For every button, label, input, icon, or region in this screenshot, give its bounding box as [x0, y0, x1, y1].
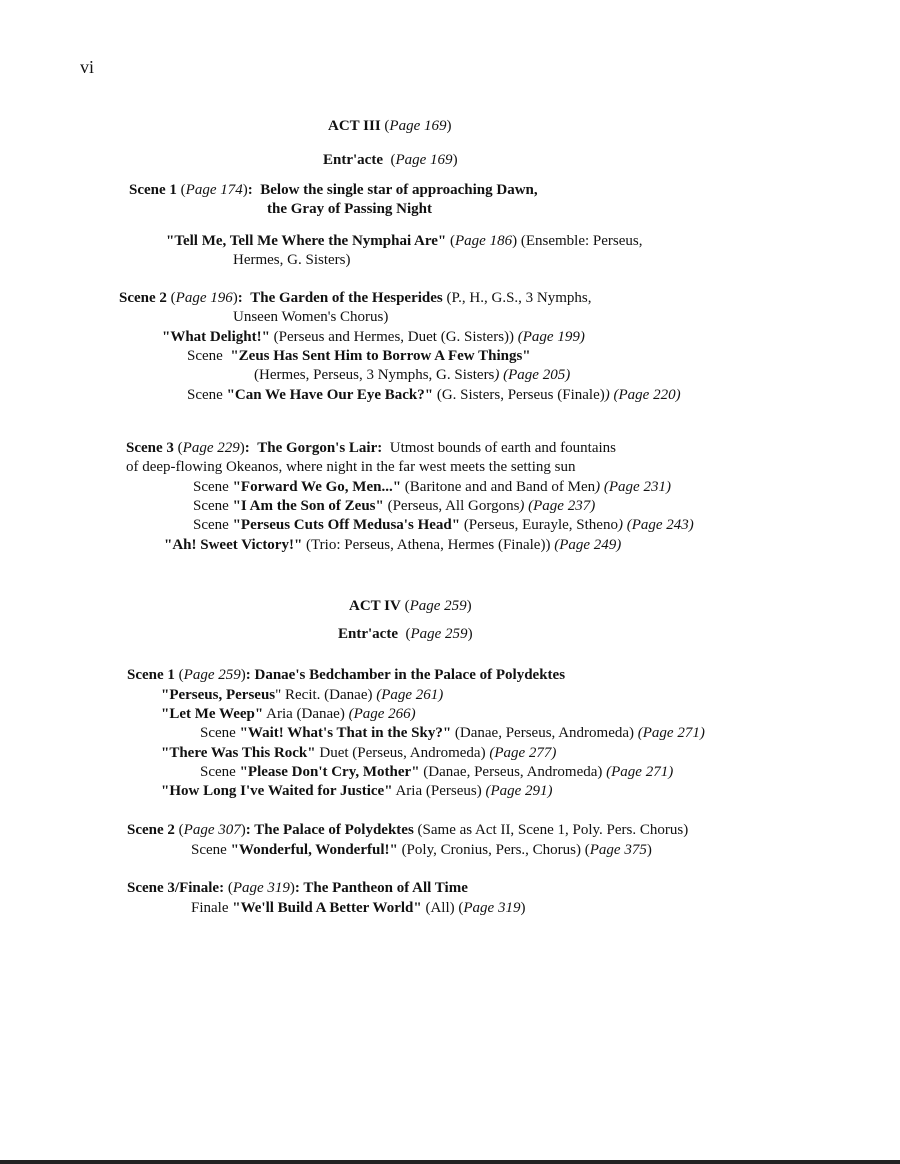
- scene-page-ref: Page 259: [183, 667, 241, 683]
- song-title: "Wonderful, Wonderful!": [230, 842, 398, 858]
- act3-scene1-song-cast-cont: Hermes, G. Sisters): [233, 252, 351, 268]
- act3-title: ACT III: [328, 118, 381, 134]
- act3-page-ref: Page 169: [389, 118, 447, 134]
- scene-label: Scene 3: [126, 440, 174, 456]
- scene-cast: (P., H., G.S., 3 Nymphs,: [446, 290, 592, 306]
- song-cast: (Poly, Cronius, Pers., Chorus): [401, 842, 582, 858]
- song-cast: (Perseus and Hermes, Duet (G. Sisters)): [273, 329, 515, 345]
- song-title: "Please Don't Cry, Mother": [239, 764, 420, 780]
- scene-page-ref: Page 319: [232, 880, 290, 896]
- song-cast: (Danae, Perseus, Andromeda): [423, 764, 603, 780]
- scene-title: The Gorgon's Lair:: [257, 440, 383, 456]
- song-title: "Wait! What's That in the Sky?": [239, 725, 452, 741]
- song-title: "Zeus Has Sent Him to Borrow A Few Things": [230, 348, 531, 364]
- act4-scene3-line1: Scene 3/Finale: (Page 319): The Pantheon of All Time: [127, 880, 468, 896]
- item-prefix: Finale: [191, 900, 229, 916]
- scene-page-ref: Page 307: [183, 822, 241, 838]
- act3-scene3-desc-cont: of deep-flowing Okeanos, where night in the far west meets the setting sun: [126, 459, 576, 475]
- song-cast: (G. Sisters, Perseus (Finale): [436, 387, 605, 403]
- song-cast: (Ensemble: Perseus,: [520, 233, 643, 249]
- song-page-ref: (Page 249): [554, 537, 622, 553]
- act4-entracte-page-ref: Page 259: [410, 626, 468, 642]
- song-page-ref: (Page 261): [376, 687, 444, 703]
- scene-label: Scene 2: [119, 290, 167, 306]
- act3-scene3-item-b: [193, 497, 595, 516]
- act4-entracte-title: Entr'acte: [338, 626, 398, 642]
- song-cast: (Perseus, All Gorgons: [387, 498, 520, 514]
- song-title: "How Long I've Waited for Justice": [161, 783, 393, 799]
- song-page-ref: (Page 199): [517, 329, 585, 345]
- song-title: "We'll Build A Better World": [232, 900, 422, 916]
- song-cast: Aria (Danae): [266, 706, 345, 722]
- song-cast: (All): [425, 900, 455, 916]
- scene-page-ref: Page 196: [175, 290, 233, 306]
- act4-scene1-item-b: [161, 705, 416, 724]
- item-prefix: Scene: [191, 842, 227, 858]
- act4-scene2-line1: Scene 2 (Page 307): The Palace of Polydektes (Same as Act II, Scene 1, Poly. Pers. Chorus): [127, 822, 689, 838]
- act3-entracte-page-ref: Page 169: [395, 152, 453, 168]
- act4-entracte: Entr'acte (Page 259): [338, 626, 473, 642]
- song-page-ref: ) (Page 237): [519, 498, 596, 514]
- act3-scene2-item-b-cont: [254, 366, 570, 385]
- act4-heading: ACT IV (Page 259): [349, 598, 472, 614]
- song-cast: (Danae, Perseus, Andromeda): [454, 725, 635, 741]
- act3-scene2-item-c: [187, 386, 681, 405]
- song-cast: (Baritone and and Band of Men: [404, 479, 596, 495]
- song-page-ref: Page 375: [589, 842, 647, 858]
- act3-scene3-item-d: [164, 536, 621, 555]
- scene-label: Scene 2: [127, 822, 175, 838]
- song-title: "Let Me Weep": [161, 706, 264, 722]
- song-page-ref: (Page 277): [489, 745, 557, 761]
- song-page-ref: Page 319: [463, 900, 521, 916]
- act3-scene2-item-b: [187, 347, 531, 366]
- page-number: vi: [80, 57, 95, 77]
- song-cast: (Perseus, Eurayle, Stheno: [463, 517, 618, 533]
- quote-close: ": [275, 687, 282, 703]
- song-page-ref: ) (Page 243): [617, 517, 694, 533]
- act4-scene1-item-e: [200, 763, 673, 782]
- scene-label: Scene 1: [127, 667, 175, 683]
- act4-scene3-item: Finale "We'll Build A Better World" (All) (Page 319): [191, 900, 526, 916]
- act3-scene2-cast-cont: Unseen Women's Chorus): [233, 309, 389, 325]
- scene-title: The Palace of Polydektes: [254, 822, 414, 838]
- item-prefix: Scene: [200, 725, 236, 741]
- act4-scene1-item-a: [161, 686, 443, 705]
- scene-page-ref: Page 229: [182, 440, 240, 456]
- song-cast: (Hermes, Perseus, 3 Nymphs, G. Sisters: [254, 367, 495, 383]
- item-prefix: Scene: [193, 479, 229, 495]
- song-cast: Duet (Perseus, Andromeda): [319, 745, 486, 761]
- song-cast: Aria (Perseus): [395, 783, 482, 799]
- act3-entracte: Entr'acte (Page 169): [323, 152, 458, 168]
- song-page-ref: (Page 291): [485, 783, 553, 799]
- song-page-ref: Page 186: [455, 233, 513, 249]
- item-prefix: Scene: [187, 387, 223, 403]
- scene-label: Scene 3/Finale:: [127, 880, 225, 896]
- item-prefix: Scene: [193, 498, 229, 514]
- song-title: "What Delight!": [162, 329, 270, 345]
- act4-page-ref: Page 259: [409, 598, 467, 614]
- song-title: "Forward We Go, Men...": [232, 479, 402, 495]
- act3-scene2-item-a: [162, 328, 585, 347]
- act4-scene1-item-d: [161, 744, 556, 763]
- act3-scene2-line1: Scene 2 (Page 196): The Garden of the Hesperides (P., H., G.S., 3 Nymphs,: [119, 290, 592, 306]
- song-cast: Recit. (Danae): [285, 687, 373, 703]
- act4-scene1-item-f: [161, 782, 553, 801]
- act3-scene3-item-a: [193, 478, 671, 497]
- page-bottom-border: [0, 1160, 900, 1164]
- song-page-ref: (Page 271): [606, 764, 674, 780]
- act3-heading: ACT III (Page 169): [328, 118, 452, 134]
- song-title: "Can We Have Our Eye Back?": [226, 387, 434, 403]
- act3-scene1-song: "Tell Me, Tell Me Where the Nymphai Are" (Page 186) (Ensemble: Perseus,: [166, 233, 643, 249]
- song-page-ref: ) (Page 231): [595, 479, 671, 495]
- act3-scene3-line1: Scene 3 (Page 229): The Gorgon's Lair: Utmost bounds of earth and fountains: [126, 440, 616, 456]
- scene-title: Danae's Bedchamber in the Palace of Polydektes: [254, 667, 566, 683]
- item-prefix: Scene: [200, 764, 236, 780]
- song-title: "Perseus, Perseus: [161, 687, 276, 703]
- scene-cast: (Same as Act II, Scene 1, Poly. Pers. Chorus): [417, 822, 689, 838]
- item-prefix: Scene: [187, 348, 223, 364]
- scene-title: Below the single star of approaching Dawn,: [260, 182, 538, 198]
- act4-scene1-item-c: [200, 724, 705, 743]
- song-page-ref: ) (Page 220): [604, 387, 681, 403]
- scene-label: Scene 1: [129, 182, 177, 198]
- song-title: "I Am the Son of Zeus": [232, 498, 384, 514]
- act4-title: ACT IV: [349, 598, 401, 614]
- song-title: "Tell Me, Tell Me Where the Nymphai Are": [166, 233, 447, 249]
- scene-title: The Pantheon of All Time: [303, 880, 468, 896]
- act3-entracte-title: Entr'acte: [323, 152, 383, 168]
- song-page-ref: (Page 266): [348, 706, 416, 722]
- song-title: "Perseus Cuts Off Medusa's Head": [232, 517, 461, 533]
- scene-title-cont: the Gray of Passing Night: [267, 201, 432, 217]
- scene-title: The Garden of the Hesperides: [250, 290, 443, 306]
- act3-scene3-item-c: [193, 516, 694, 535]
- song-cast: (Trio: Perseus, Athena, Hermes (Finale)): [306, 537, 551, 553]
- item-prefix: Scene: [193, 517, 229, 533]
- scene-page-ref: Page 174: [185, 182, 243, 198]
- act3-scene1-line2: [267, 200, 432, 219]
- song-title: "Ah! Sweet Victory!": [164, 537, 303, 553]
- act4-scene2-item: Scene "Wonderful, Wonderful!" (Poly, Cronius, Pers., Chorus) (Page 375): [191, 842, 652, 858]
- song-page-ref: (Page 271): [637, 725, 705, 741]
- song-page-ref: ) (Page 205): [494, 367, 571, 383]
- scene-description: Utmost bounds of earth and fountains: [389, 440, 616, 456]
- act3-scene1-line1: Scene 1 (Page 174): Below the single star of approaching Dawn,: [129, 182, 538, 198]
- song-title: "There Was This Rock": [161, 745, 316, 761]
- act4-scene1-line1: Scene 1 (Page 259): Danae's Bedchamber in the Palace of Polydektes: [127, 667, 566, 683]
